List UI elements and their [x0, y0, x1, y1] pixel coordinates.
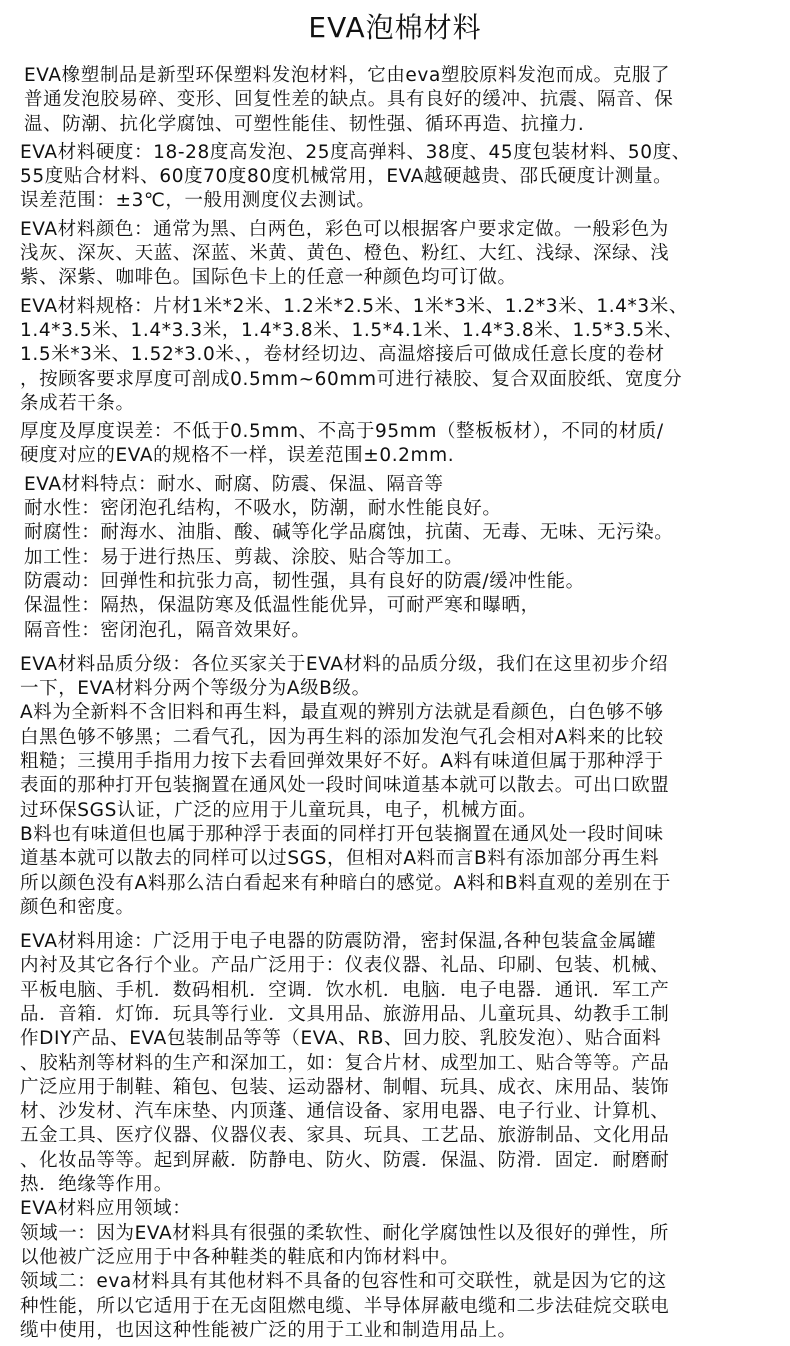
text-line: 缆中使用，也因这种性能被广泛的用于工业和制造用品上。 — [20, 1319, 517, 1341]
text-line: 1.5米*3米、1.52*3.0米、，卷材经切边、高温熔接后可做成任意长度的卷材 — [20, 344, 665, 366]
text-line: 紫、深紫、咖啡色。国际色卡上的任意一种颜色均可订做。 — [20, 267, 517, 289]
text-line: 表面的那种打开包装搁置在通风处一段时间味道基本就可以散去。可出口欧盟 — [20, 775, 670, 797]
page-title: EVA泡棉材料 — [308, 11, 482, 44]
text-line: 广泛应用于制鞋、箱包、包装、运动器材、制帽、玩具、成衣、床用品、装饰 — [20, 1076, 670, 1098]
text-line: B料也有味道但也属于那种浮于表面的同样打开包装搁置在通风处一段时间味 — [20, 823, 664, 845]
text-line: EVA橡塑制品是新型环保塑料发泡材料，它由eva塑胶原料发泡而成。克服了 — [24, 65, 671, 86]
text-line: 防震动：回弹性和抗张力高，韧性强，具有良好的防震/缓冲性能。 — [24, 570, 585, 592]
text-line: 耐腐性：耐海水、油脂、酸、碱等化学品腐蚀，抗菌、无毒、无味、无污染。 — [24, 522, 674, 544]
text-line: ，按顾客要求厚度可剖成0.5mm~60mm可进行裱胶、复合双面胶纸、宽度分 — [20, 368, 683, 390]
text-line: EVA材料用途：广泛用于电子电器的防震防滑，密封保温,各种包装盒金属罐 — [20, 931, 657, 953]
text-line: EVA材料硬度：18-28度高发泡、25度高弹料、38度、45度包装材料、50度、 — [20, 141, 691, 163]
text-line: 、化妆品等等。起到屏蔽．防静电、防火、防震．保温、防滑．固定．耐磨耐 — [20, 1149, 670, 1171]
text-line: EVA材料品质分级：各位买家关于EVA材料的品质分级，我们在这里初步介绍 — [20, 653, 669, 675]
text-line: 领域二：eva材料具有其他材料不具备的包容性和可交联性，就是因为它的这 — [20, 1271, 667, 1293]
text-line: 55度贴合材料、60度70度80度机械常用，EVA越硬越贵、邵氏硬度计测量。 — [20, 166, 673, 188]
text-line: 热．绝缘等作用。 — [20, 1174, 173, 1196]
text-line: 道基本就可以散去的同样可以过SGS，但相对A料而言B料有添加部分再生料 — [20, 848, 660, 870]
section-thickness — [20, 420, 770, 469]
text-line: 保温性：隔热，保温防寒及低温性能优异，可耐严寒和曝晒， — [24, 595, 540, 617]
text-line: EVA材料颜色：通常为黑、白两色，彩色可以根据客户要求定做。一般彩色为 — [20, 218, 669, 240]
text-line: 品．音箱．灯饰．玩具等行业．文具用品、旅游用品、儿童玩具、幼教手工制 — [20, 1003, 670, 1025]
text-line: 以他被广泛应用于中各种鞋类的鞋底和内饰材料中。 — [20, 1246, 460, 1268]
text-line: 过环保SGS认证，广泛的应用于儿童玩具，电子，机械方面。 — [20, 799, 538, 821]
text-line: 五金工具、医疗仪器、仪器仪表、家具、玩具、工艺品、旅游制品、文化用品 — [20, 1125, 670, 1147]
section-spec — [20, 295, 770, 416]
text-line: 作DIY产品、EVA包装制品等等（EVA、RB、回力胶、乳胶发泡）、贴合面料 — [20, 1028, 662, 1050]
section-color — [20, 218, 770, 291]
text-line: A料为全新料不含旧料和再生料，最直观的辨别方法就是看颜色，白色够不够 — [20, 702, 664, 724]
text-line: 平板电脑、手机．数码相机．空调．饮水机．电脑．电子电器．通讯．军工产 — [20, 979, 670, 1001]
text-line: 领域一：因为EVA材料具有很强的柔软性、耐化学腐蚀性以及很好的弹性，所 — [20, 1222, 669, 1244]
text-line: 白黑色够不够黑；二看气孔，因为再生料的添加发泡气孔会相对A料来的比较 — [20, 726, 664, 748]
text-line: EVA材料规格：片材1米*2米、1.2米*2.5米、1米*3米、1.2*3米、1.4*3米、 — [20, 295, 688, 317]
section-usage — [20, 930, 770, 1343]
text-line: 厚度及厚度误差：不低于0.5mm、不高于95mm（整板板材），不同的材质/ — [20, 421, 664, 443]
text-line: 硬度对应的EVA的规格不一样，误差范围±0.2mm. — [20, 445, 455, 467]
text-line: 、胶粘剂等材料的生产和深加工，如：复合片材、成型加工、贴合等等。产品 — [20, 1052, 670, 1074]
text-line: 普通发泡胶易碎、变形、回复性差的缺点。具有良好的缓冲、抗震、隔音、保 — [24, 89, 674, 111]
text-line: 一下，EVA材料分两个等级分为A级B级。 — [20, 678, 371, 700]
section-features — [20, 473, 770, 643]
text-line: 颜色和密度。 — [20, 896, 135, 918]
text-line: 隔音性：密闭泡孔，隔音效果好。 — [24, 619, 311, 641]
text-line: 加工性：易于进行热压、剪裁、涂胶、贴合等加工。 — [24, 546, 464, 568]
text-line: 材、沙发材、汽车床垫、内顶蓬、通信设备、家用电器、电子行业、计算机、 — [20, 1101, 670, 1123]
text-line: 耐水性：密闭泡孔结构，不吸水，防潮，耐水性能良好。 — [24, 498, 502, 520]
text-line: 浅灰、深灰、天蓝、深蓝、米黄、黄色、橙色、粉红、大红、浅绿、深绿、浅 — [20, 243, 670, 265]
section-hardness — [20, 141, 770, 214]
text-line: EVA材料应用领域： — [20, 1198, 192, 1220]
text-line: 内衬及其它各行个业。产品广泛用于：仪表仪器、礼品、印刷、包装、机械、 — [20, 955, 670, 977]
text-line: 所以颜色没有A料那么洁白看起来有种暗白的感觉。A料和B料直观的差别在于 — [20, 872, 672, 894]
text-line: 温、防潮、抗化学腐蚀、可塑性能佳、韧性强、循环再造、抗撞力. — [24, 113, 585, 135]
text-line: 条成若干条。 — [20, 392, 135, 414]
text-line: 误差范围：±3℃，一般用测度仪去测试。 — [20, 190, 376, 212]
section-intro — [20, 64, 770, 137]
text-line: EVA材料特点：耐水、耐腐、防震、保温、隔音等 — [24, 473, 444, 495]
section-grade — [20, 653, 770, 920]
text-line: 种性能，所以它适用于在无卤阻燃电缆、半导体屏蔽电缆和二步法硅烷交联电 — [20, 1295, 670, 1317]
text-line: 粗糙；三摸用手指用力按下去看回弹效果好不好。A料有味道但属于那种浮于 — [20, 751, 664, 773]
text-line: 1.4*3.5米、1.4*3.3米，1.4*3.8米、1.5*4.1米、1.4*3.8米、1.5*3.5米、 — [20, 319, 683, 341]
